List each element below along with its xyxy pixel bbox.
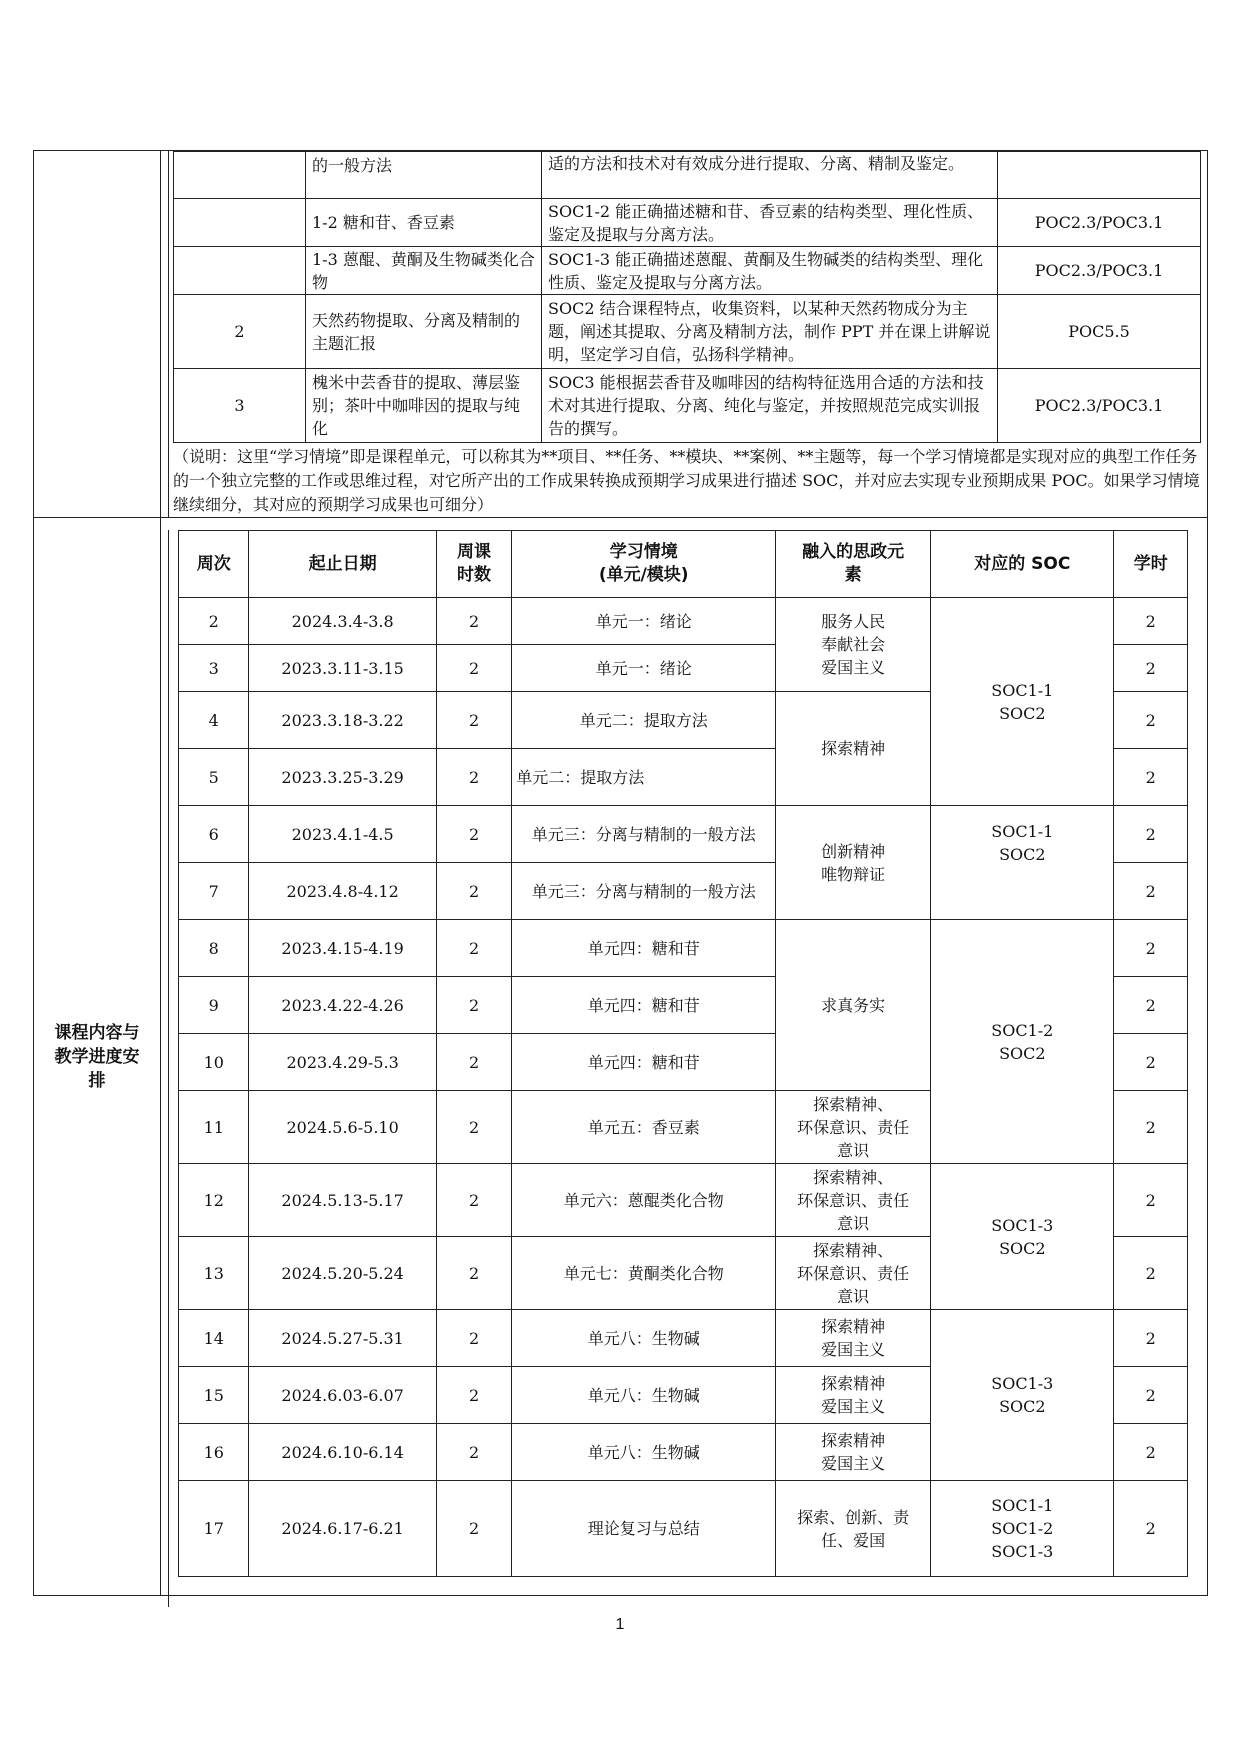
unit-cell: 单元八：生物碱 xyxy=(512,1424,776,1481)
ideology-cell: 求真务实 xyxy=(776,920,931,1091)
poc-cell: POC2.3/POC3.1 xyxy=(998,199,1201,247)
table-row xyxy=(174,295,1201,369)
soc-cell: SOC1-3 能正确描述蒽醌、黄酮及生物碱类的结构类型、理化性质、鉴定及提取与分离方法。 xyxy=(542,247,998,295)
table-row xyxy=(174,369,1201,443)
unit-cell: 单元二：提取方法 xyxy=(512,692,776,749)
unit-cell: 单元五：香豆素 xyxy=(512,1091,776,1164)
table-row xyxy=(179,920,1188,977)
hpw-cell: 2 xyxy=(436,1034,512,1091)
week-cell: 5 xyxy=(179,749,249,806)
week-cell: 4 xyxy=(179,692,249,749)
item-cell: 天然药物提取、分离及精制的主题汇报 xyxy=(306,295,542,369)
hours-cell: 2 xyxy=(1114,1310,1188,1367)
table-row xyxy=(174,152,1201,199)
hpw-cell: 2 xyxy=(436,1237,512,1310)
unit-cell: 单元八：生物碱 xyxy=(512,1367,776,1424)
header-week: 周次 xyxy=(179,531,249,598)
ideology-cell: 探索精神 爱国主义 xyxy=(776,1310,931,1367)
ideology-cell: 服务人民 奉献社会 爱国主义 xyxy=(776,598,931,692)
table-row xyxy=(179,1481,1188,1577)
unit-cell: 单元四：糖和苷 xyxy=(512,1034,776,1091)
unit-cell: 理论复习与总结 xyxy=(512,1481,776,1577)
hours-cell: 2 xyxy=(1114,863,1188,920)
hours-cell: 2 xyxy=(1114,749,1188,806)
hours-cell: 2 xyxy=(1114,645,1188,692)
dates-cell: 2024.6.10-6.14 xyxy=(249,1424,436,1481)
table-row xyxy=(179,1310,1188,1367)
week-cell: 9 xyxy=(179,977,249,1034)
hpw-cell: 2 xyxy=(436,598,512,645)
unit-cell: 单元六：蒽醌类化合物 xyxy=(512,1164,776,1237)
outer-left-empty-cell xyxy=(34,151,161,518)
hours-cell: 2 xyxy=(1114,920,1188,977)
section-label: 课程内容与教学进度安排 xyxy=(34,518,161,1596)
unit-cell: 单元一：绪论 xyxy=(512,598,776,645)
header-dates: 起止日期 xyxy=(249,531,436,598)
hpw-cell: 2 xyxy=(436,1091,512,1164)
hpw-cell: 2 xyxy=(436,1310,512,1367)
hours-cell: 2 xyxy=(1114,1424,1188,1481)
hpw-cell: 2 xyxy=(436,1164,512,1237)
outer-right-cell-top xyxy=(161,151,1208,518)
outer-right-cell-bottom xyxy=(161,518,1208,1596)
dates-cell: 2023.4.1-4.5 xyxy=(249,806,436,863)
dates-cell: 2023.3.18-3.22 xyxy=(249,692,436,749)
item-cell: 槐米中芸香苷的提取、薄层鉴别；茶叶中咖啡因的提取与纯化 xyxy=(306,369,542,443)
dates-cell: 2024.5.13-5.17 xyxy=(249,1164,436,1237)
hours-cell: 2 xyxy=(1114,1034,1188,1091)
unit-cell xyxy=(174,247,306,295)
unit-cell: 单元四：糖和苷 xyxy=(512,977,776,1034)
learning-outcomes-table xyxy=(173,151,1201,443)
week-cell: 7 xyxy=(179,863,249,920)
ideology-cell: 探索精神、 环保意识、责任 意识 xyxy=(776,1237,931,1310)
table-row xyxy=(179,1164,1188,1237)
schedule-table xyxy=(178,530,1188,1577)
table-row xyxy=(179,598,1188,645)
item-cell: 的一般方法 xyxy=(306,152,542,199)
poc-cell: POC5.5 xyxy=(998,295,1201,369)
week-cell: 12 xyxy=(179,1164,249,1237)
week-cell: 10 xyxy=(179,1034,249,1091)
hpw-cell: 2 xyxy=(436,863,512,920)
poc-cell: POC2.3/POC3.1 xyxy=(998,247,1201,295)
dates-cell: 2024.3.4-3.8 xyxy=(249,598,436,645)
header-soc: 对应的 SOC xyxy=(931,531,1114,598)
unit-cell xyxy=(174,152,306,199)
ideology-cell: 探索精神 爱国主义 xyxy=(776,1367,931,1424)
header-ideology: 融入的思政元 素 xyxy=(776,531,931,598)
soc-cell: SOC1-2 SOC2 xyxy=(931,920,1114,1164)
ideology-cell: 探索精神 爱国主义 xyxy=(776,1424,931,1481)
table-row xyxy=(174,199,1201,247)
week-cell: 3 xyxy=(179,645,249,692)
unit-cell: 单元七：黄酮类化合物 xyxy=(512,1237,776,1310)
item-cell: 1-3 蒽醌、黄酮及生物碱类化合物 xyxy=(306,247,542,295)
week-cell: 13 xyxy=(179,1237,249,1310)
header-situation: 学习情境 (单元/模块) xyxy=(512,531,776,598)
unit-cell: 2 xyxy=(174,295,306,369)
week-cell: 2 xyxy=(179,598,249,645)
hpw-cell: 2 xyxy=(436,977,512,1034)
week-cell: 8 xyxy=(179,920,249,977)
hours-cell: 2 xyxy=(1114,977,1188,1034)
page-number: 1 xyxy=(615,1616,625,1633)
hours-cell: 2 xyxy=(1114,1367,1188,1424)
dates-cell: 2024.5.27-5.31 xyxy=(249,1310,436,1367)
soc-cell: SOC2 结合课程特点，收集资料，以某种天然药物成分为主题，阐述其提取、分离及精制方法，制作 PPT 并在课上讲解说明，坚定学习自信，弘扬科学精神。 xyxy=(542,295,998,369)
dates-cell: 2023.4.8-4.12 xyxy=(249,863,436,920)
week-cell: 14 xyxy=(179,1310,249,1367)
unit-cell: 单元三：分离与精制的一般方法 xyxy=(512,806,776,863)
table-row xyxy=(179,806,1188,863)
hours-cell: 2 xyxy=(1114,1237,1188,1310)
unit-cell: 单元一：绪论 xyxy=(512,645,776,692)
unit-cell: 单元四：糖和苷 xyxy=(512,920,776,977)
soc-cell: SOC1-1 SOC1-2 SOC1-3 xyxy=(931,1481,1114,1577)
ideology-cell: 创新精神 唯物辩证 xyxy=(776,806,931,920)
header-hours-per-week: 周课 时数 xyxy=(436,531,512,598)
soc-cell: SOC1-1 SOC2 xyxy=(931,806,1114,920)
dates-cell: 2023.4.29-5.3 xyxy=(249,1034,436,1091)
unit-cell: 单元三：分离与精制的一般方法 xyxy=(512,863,776,920)
soc-cell: SOC3 能根据芸香苷及咖啡因的结构特征选用合适的方法和技术对其进行提取、分离、纯化与鉴定，并按照规范完成实训报告的撰写。 xyxy=(542,369,998,443)
hpw-cell: 2 xyxy=(436,806,512,863)
dates-cell: 2023.3.25-3.29 xyxy=(249,749,436,806)
hours-cell: 2 xyxy=(1114,806,1188,863)
hpw-cell: 2 xyxy=(436,1367,512,1424)
ideology-cell: 探索精神、 环保意识、责任 意识 xyxy=(776,1164,931,1237)
poc-cell: POC2.3/POC3.1 xyxy=(998,369,1201,443)
dates-cell: 2023.4.22-4.26 xyxy=(249,977,436,1034)
unit-cell: 3 xyxy=(174,369,306,443)
dates-cell: 2023.4.15-4.19 xyxy=(249,920,436,977)
dates-cell: 2023.3.11-3.15 xyxy=(249,645,436,692)
hours-cell: 2 xyxy=(1114,598,1188,645)
dates-cell: 2024.5.20-5.24 xyxy=(249,1237,436,1310)
hpw-cell: 2 xyxy=(436,749,512,806)
week-cell: 16 xyxy=(179,1424,249,1481)
outer-table xyxy=(33,150,1208,1596)
week-cell: 6 xyxy=(179,806,249,863)
ideology-cell: 探索精神、 环保意识、责任 意识 xyxy=(776,1091,931,1164)
soc-cell: SOC1-3 SOC2 xyxy=(931,1310,1114,1481)
hpw-cell: 2 xyxy=(436,920,512,977)
soc-cell: 适的方法和技术对有效成分进行提取、分离、精制及鉴定。 xyxy=(542,152,998,199)
hours-cell: 2 xyxy=(1114,692,1188,749)
header-hours: 学时 xyxy=(1114,531,1188,598)
unit-cell: 单元二：提取方法 xyxy=(512,749,776,806)
hours-cell: 2 xyxy=(1114,1481,1188,1577)
hpw-cell: 2 xyxy=(436,1481,512,1577)
hpw-cell: 2 xyxy=(436,645,512,692)
unit-cell: 单元八：生物碱 xyxy=(512,1310,776,1367)
hpw-cell: 2 xyxy=(436,1424,512,1481)
explanatory-note: （说明：这里“学习情境”即是课程单元，可以称其为**项目、**任务、**模块、**案例、**主题等，每一个学习情境都是实现对应的典型工作任务的一个独立完整的工作或思维过程，对它所产出的工作成果转换成预期学习成果进行描述 SOC，并对应去实现专业预期成果 POC。如果学习情境继续细分，其对应的预期学习成果也可细分） xyxy=(173,447,1200,514)
item-cell: 1-2 糖和苷、香豆素 xyxy=(306,199,542,247)
unit-cell xyxy=(174,199,306,247)
hours-cell: 2 xyxy=(1114,1164,1188,1237)
ideology-cell: 探索、创新、责 任、爱国 xyxy=(776,1481,931,1577)
soc-cell: SOC1-2 能正确描述糖和苷、香豆素的结构类型、理化性质、鉴定及提取与分离方法。 xyxy=(542,199,998,247)
header-row xyxy=(179,531,1188,598)
week-cell: 17 xyxy=(179,1481,249,1577)
week-cell: 15 xyxy=(179,1367,249,1424)
dates-cell: 2024.6.03-6.07 xyxy=(249,1367,436,1424)
soc-cell: SOC1-1 SOC2 xyxy=(931,598,1114,806)
hpw-cell: 2 xyxy=(436,692,512,749)
poc-cell xyxy=(998,152,1201,199)
week-cell: 11 xyxy=(179,1091,249,1164)
table-row xyxy=(174,247,1201,295)
soc-cell: SOC1-3 SOC2 xyxy=(931,1164,1114,1310)
ideology-cell: 探索精神 xyxy=(776,692,931,806)
dates-cell: 2024.6.17-6.21 xyxy=(249,1481,436,1577)
hours-cell: 2 xyxy=(1114,1091,1188,1164)
dates-cell: 2024.5.6-5.10 xyxy=(249,1091,436,1164)
